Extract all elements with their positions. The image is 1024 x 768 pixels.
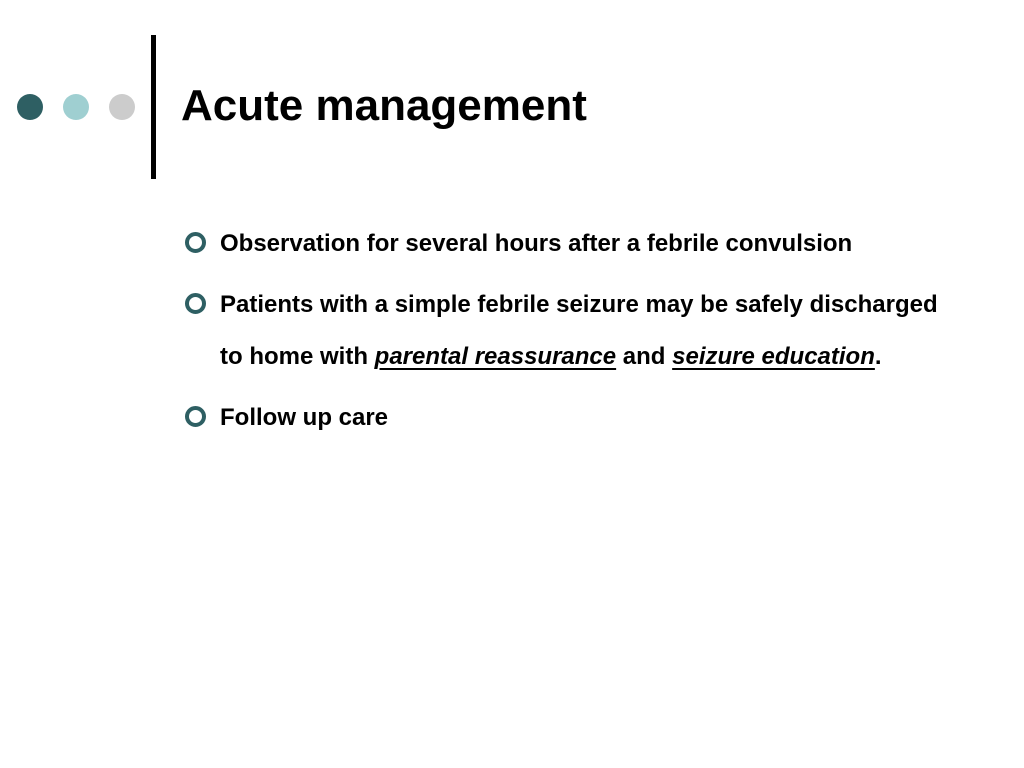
hollow-circle-bullet-icon	[185, 232, 206, 253]
dot-dark-teal	[17, 94, 43, 120]
slide-title: Acute management	[181, 81, 587, 130]
decorative-dots	[17, 94, 135, 120]
bullet-item-follow-up	[184, 392, 944, 444]
emphasis-seizure-education: seizure education	[672, 343, 875, 370]
bullet-text-end: .	[874, 343, 882, 370]
bullet-item-observation	[184, 218, 944, 270]
title-divider	[151, 35, 156, 179]
bullet-text: Observation for several hours after a febrile convulsion	[220, 230, 853, 257]
bullet-item-discharge	[184, 279, 944, 383]
bullet-text-middle: and	[616, 343, 673, 370]
bullet-list	[184, 218, 944, 453]
dot-gray	[109, 94, 135, 120]
bullet-text-start: Patients with a simple febrile seizure may be safely discharged to home with	[220, 291, 938, 370]
dot-light-teal	[63, 94, 89, 120]
hollow-circle-bullet-icon	[185, 406, 206, 427]
hollow-circle-bullet-icon	[185, 293, 206, 314]
emphasis-parental-reassurance: parental reassurance	[374, 343, 617, 370]
bullet-text: Follow up care	[220, 404, 389, 431]
